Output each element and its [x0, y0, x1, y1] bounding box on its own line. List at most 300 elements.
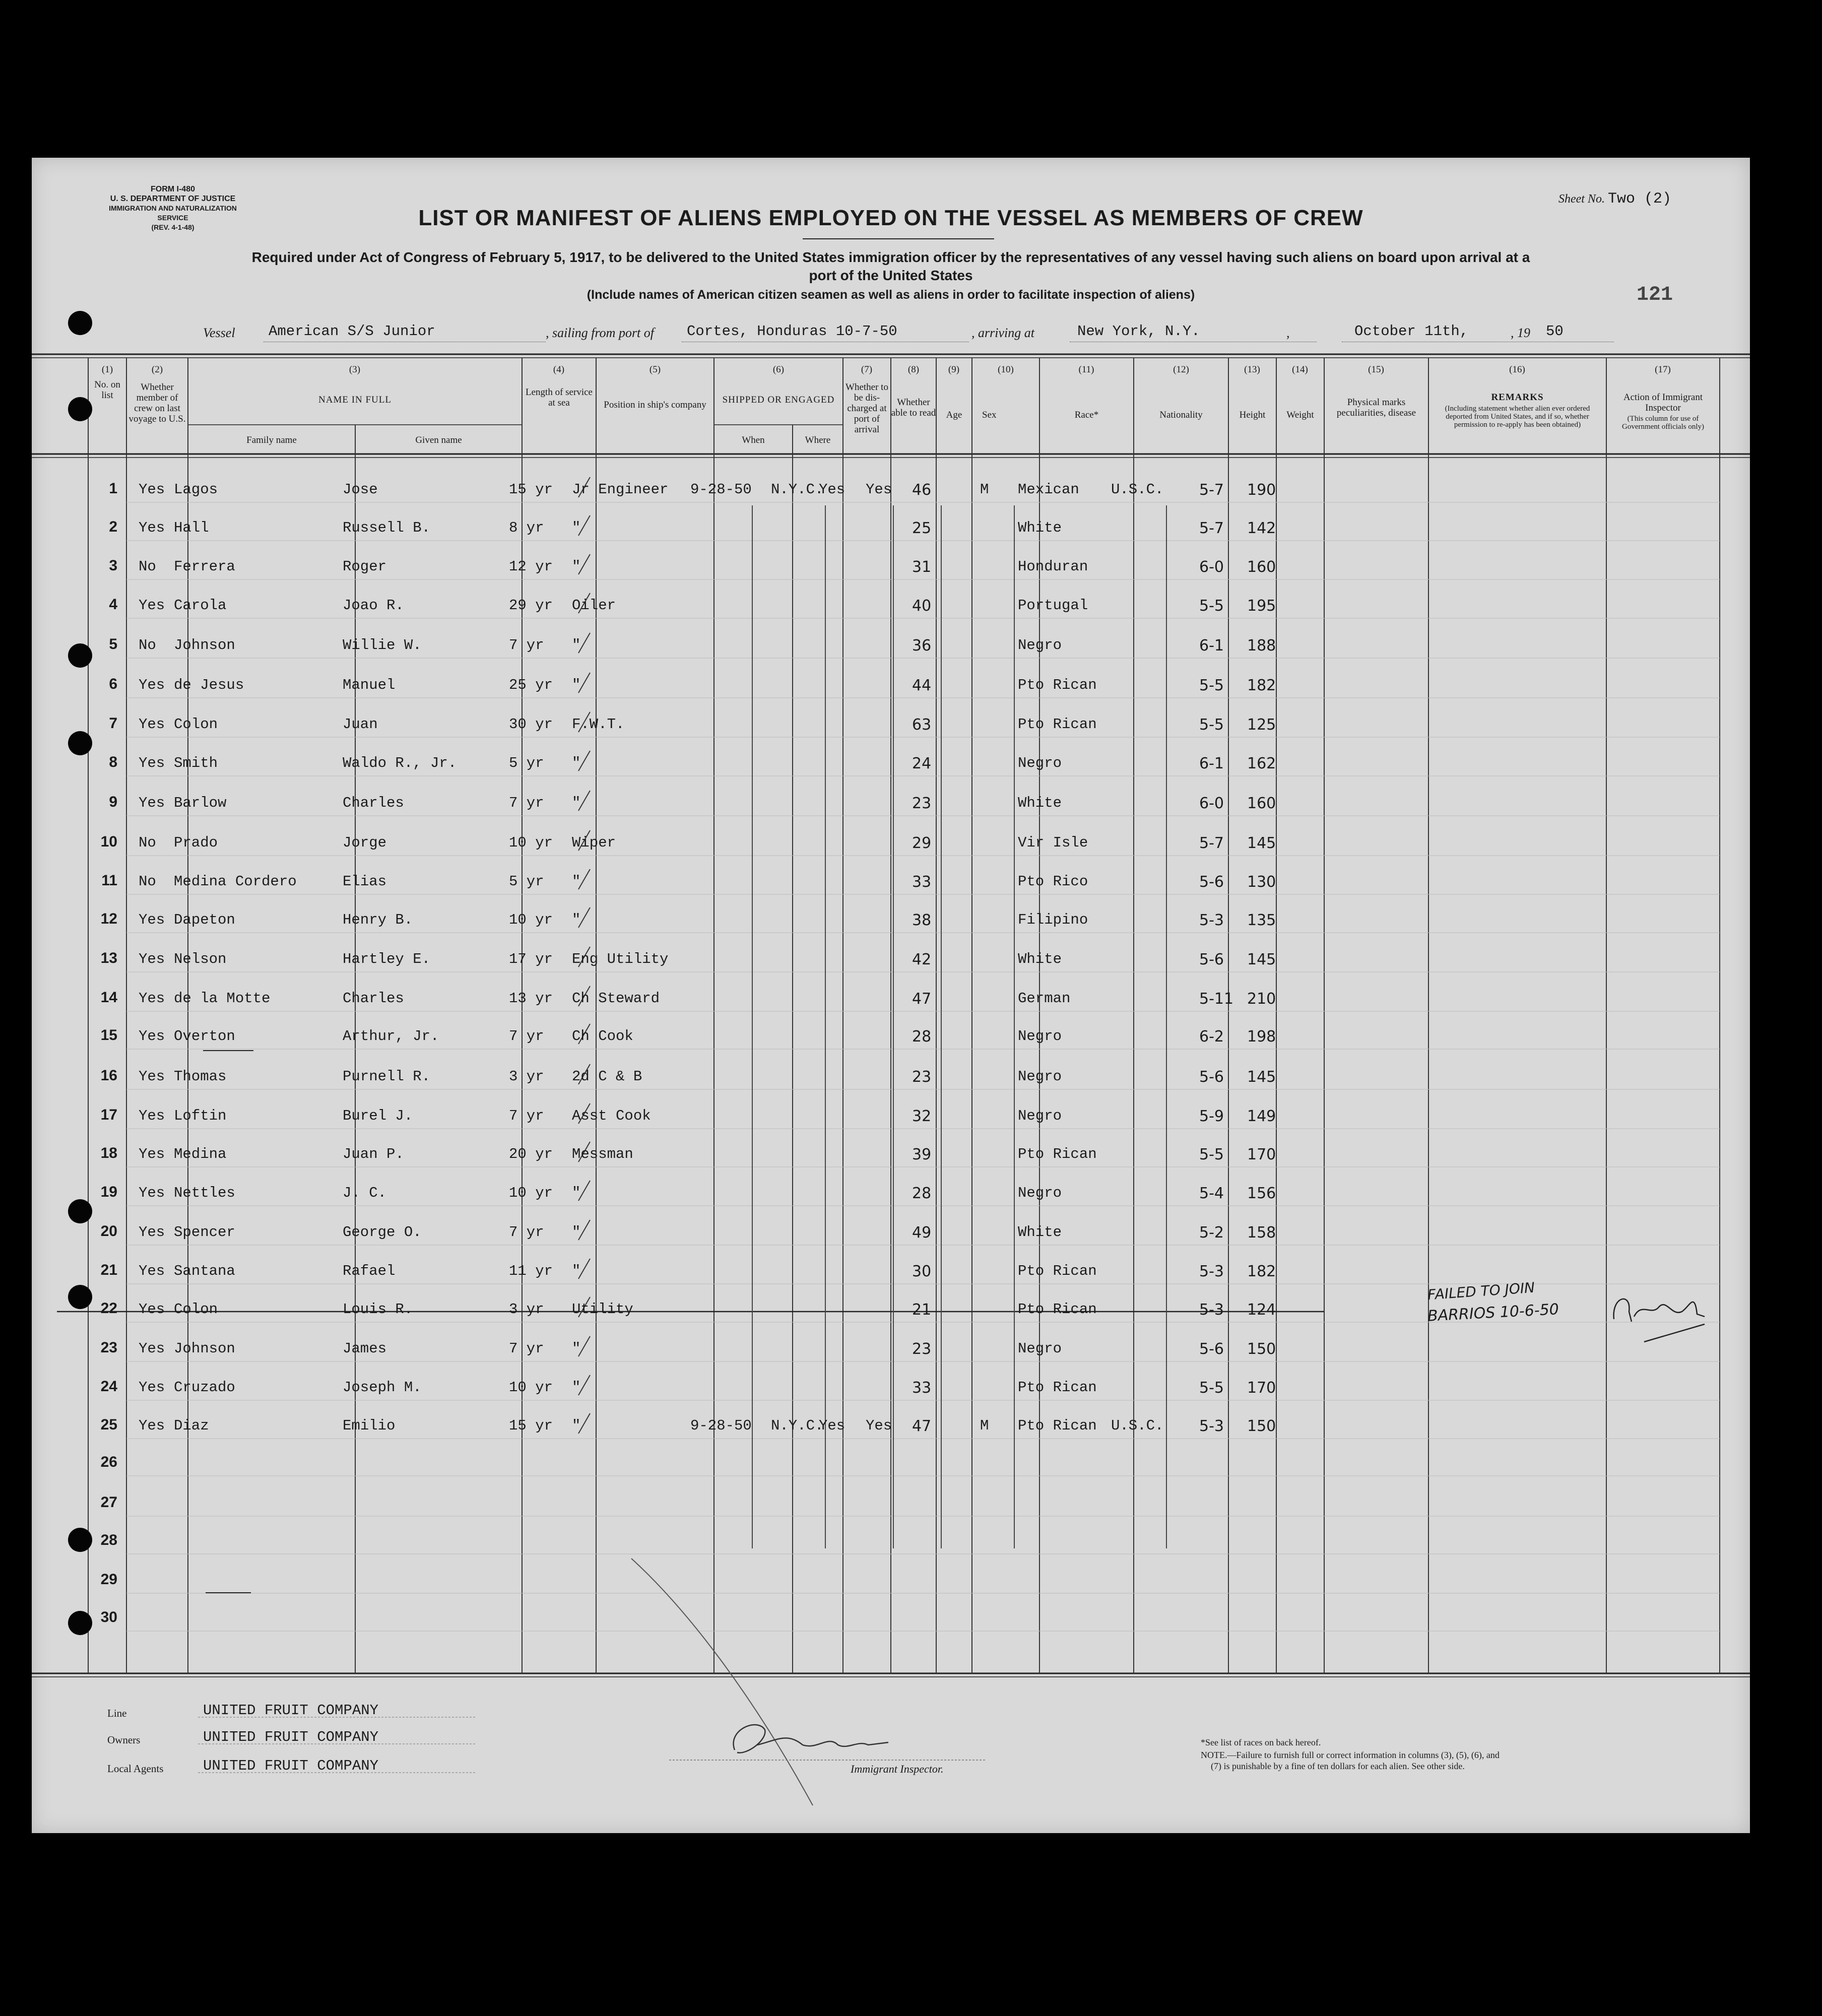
- cell-weight: 198: [1247, 1028, 1276, 1046]
- cell-family: Colon: [174, 716, 218, 733]
- cell-given: Joseph M.: [343, 1379, 422, 1396]
- vessel-label: Vessel: [203, 326, 235, 340]
- sheet-value: Two (2): [1607, 190, 1672, 208]
- column-number: (14): [1292, 364, 1308, 375]
- manifest-sheet: [32, 158, 1750, 1833]
- vessel-value: American S/S Junior: [269, 323, 435, 340]
- cell-age: 42: [912, 951, 932, 968]
- row-number: 9: [109, 794, 117, 810]
- row-number: 15: [100, 1027, 117, 1044]
- cell-prev: Yes: [139, 795, 165, 811]
- cell-service: 10 yr: [509, 834, 553, 851]
- cell-given: Joao R.: [343, 597, 404, 614]
- binder-hole: [68, 731, 92, 755]
- binder-hole: [68, 1528, 92, 1552]
- footer-owners-value: UNITED FRUIT COMPANY: [203, 1729, 379, 1745]
- row-number: 8: [109, 754, 117, 770]
- cell-given: Arthur, Jr.: [343, 1028, 439, 1045]
- cell-prev: Yes: [139, 990, 165, 1007]
- cell-race: Negro: [1018, 1185, 1062, 1201]
- footer-agents-value: UNITED FRUIT COMPANY: [203, 1758, 379, 1774]
- subtitle-line2: port of the United States: [809, 268, 973, 283]
- cell-service: 7 yr: [509, 637, 544, 654]
- binder-hole: [68, 311, 92, 335]
- cell-given: Charles: [343, 795, 404, 811]
- column-number: (7): [861, 364, 873, 375]
- col-header-sex: Sex: [982, 410, 997, 420]
- cell-given: Louis R.: [343, 1301, 413, 1318]
- footer-agents-label: Local Agents: [107, 1763, 164, 1775]
- cell-service: 8 yr: [509, 519, 544, 536]
- cell-position: ": [572, 637, 581, 654]
- cell-weight: 162: [1247, 755, 1276, 772]
- cell-height: 5-5: [1199, 1146, 1224, 1163]
- cell-height: 5-7: [1199, 834, 1224, 852]
- col-header-nationality: Nationality: [1159, 410, 1203, 420]
- column-number: (15): [1368, 364, 1384, 375]
- column-number: (13): [1244, 364, 1260, 375]
- cell-service: 5 yr: [509, 873, 544, 890]
- cell-service: 15 yr: [509, 1417, 553, 1434]
- cell-position: Ch Steward: [572, 990, 660, 1007]
- cell-weight: 124: [1247, 1301, 1276, 1319]
- cell-prev: Yes: [139, 1108, 165, 1124]
- cell-given: Purnell R.: [343, 1068, 431, 1085]
- cell-height: 5-4: [1199, 1185, 1224, 1202]
- cell-weight: 160: [1247, 795, 1276, 812]
- cell-position: ": [572, 1340, 581, 1357]
- cell-age: 63: [912, 716, 932, 734]
- cell-age: 33: [912, 1379, 932, 1397]
- column-number: (9): [948, 364, 960, 375]
- cell-race: Filipino: [1018, 912, 1088, 928]
- cell-family: Overton: [174, 1028, 235, 1045]
- col-header-age: Age: [946, 410, 962, 420]
- arriving-comma: ,: [1286, 326, 1290, 340]
- date-value: October 11th,: [1354, 323, 1469, 340]
- cell-race: Negro: [1018, 755, 1062, 771]
- row-number: 1: [109, 480, 117, 497]
- col-header-action: Action of Immigrant Inspector: [1623, 392, 1703, 413]
- cell-read: Yes: [866, 1417, 892, 1434]
- cell-when: 9-28-50: [690, 481, 752, 498]
- col-header-read: Whether able to read: [891, 397, 936, 418]
- cell-height: 5-6: [1199, 1340, 1224, 1358]
- page-title: LIST OR MANIFEST OF ALIENS EMPLOYED ON THE VESSEL AS MEMBERS OF CREW: [418, 206, 1363, 230]
- cell-height: 5-6: [1199, 873, 1224, 891]
- cell-age: 40: [912, 597, 932, 615]
- footer-line-label: Line: [107, 1707, 127, 1719]
- cell-weight: 130: [1247, 873, 1276, 891]
- cell-weight: 145: [1247, 834, 1276, 852]
- cell-race: Negro: [1018, 1340, 1062, 1357]
- cell-given: Juan: [343, 716, 378, 733]
- binder-hole: [68, 1199, 92, 1223]
- cell-age: 25: [912, 519, 932, 537]
- cell-prev: Yes: [139, 1224, 165, 1241]
- cell-prev: Yes: [139, 1417, 165, 1434]
- col-header-remarks: REMARKS: [1491, 392, 1544, 403]
- cell-age: 33: [912, 873, 932, 891]
- cell-weight: 145: [1247, 951, 1276, 968]
- cell-family: Carola: [174, 597, 227, 614]
- cell-age: 36: [912, 637, 932, 655]
- cell-family: de la Motte: [174, 990, 271, 1007]
- cell-weight: 170: [1247, 1379, 1276, 1397]
- cell-family: Diaz: [174, 1417, 209, 1434]
- col-header-no: No. on list: [94, 379, 120, 401]
- sailing-value: Cortes, Honduras 10-7-50: [687, 323, 897, 340]
- cell-family: Santana: [174, 1263, 235, 1279]
- cell-weight: 135: [1247, 912, 1276, 929]
- cell-service: 7 yr: [509, 795, 544, 811]
- cell-weight: 182: [1247, 1263, 1276, 1280]
- cell-race: White: [1018, 519, 1062, 536]
- cell-age: 31: [912, 558, 932, 576]
- cell-race: Honduran: [1018, 558, 1088, 575]
- cell-service: 15 yr: [509, 481, 553, 498]
- row-number: 28: [100, 1532, 117, 1548]
- cell-weight: 156: [1247, 1185, 1276, 1202]
- cell-nationality: U.S.C.: [1111, 481, 1164, 498]
- col-header-action-sub: (This column for use of Government officials only): [1621, 415, 1704, 431]
- cell-given: Burel J.: [343, 1108, 413, 1124]
- row-number: 25: [100, 1416, 117, 1433]
- cell-family: Colon: [174, 1301, 218, 1318]
- cell-position: Utility: [572, 1301, 633, 1318]
- binder-hole: [68, 397, 92, 421]
- cell-height: 5-6: [1199, 951, 1224, 968]
- cell-family: Medina: [174, 1146, 227, 1162]
- cell-prev: Yes: [139, 597, 165, 614]
- cell-age: 23: [912, 1068, 932, 1086]
- cell-prev: Yes: [139, 1185, 165, 1201]
- cell-family: Medina Cordero: [174, 873, 297, 890]
- cell-prev: No: [139, 834, 156, 851]
- cell-service: 10 yr: [509, 912, 553, 928]
- cell-service: 13 yr: [509, 990, 553, 1007]
- cell-given: Jorge: [343, 834, 387, 851]
- cell-family: Johnson: [174, 1340, 235, 1357]
- cell-where: N.Y.C.: [771, 481, 824, 498]
- cell-age: 23: [912, 1340, 932, 1358]
- cell-height: 5-5: [1199, 716, 1224, 734]
- row-number: 7: [109, 715, 117, 732]
- column-number: (10): [998, 364, 1014, 375]
- cell-nationality: U.S.C.: [1111, 1417, 1164, 1434]
- cell-age: 24: [912, 755, 932, 772]
- cell-age: 32: [912, 1108, 932, 1125]
- cell-service: 20 yr: [509, 1146, 553, 1162]
- cell-service: 7 yr: [509, 1108, 544, 1124]
- cell-age: 30: [912, 1263, 932, 1280]
- cell-family: Cruzado: [174, 1379, 235, 1396]
- row-number: 16: [100, 1067, 117, 1084]
- row-number: 23: [100, 1339, 117, 1356]
- cell-position: ": [572, 1224, 581, 1241]
- cell-race: Negro: [1018, 1108, 1062, 1124]
- cell-prev: Yes: [139, 1068, 165, 1085]
- cell-height: 6-1: [1199, 637, 1224, 655]
- cell-family: de Jesus: [174, 677, 244, 693]
- arriving-value: New York, N.Y.: [1077, 323, 1200, 340]
- cell-given: Hartley E.: [343, 951, 431, 967]
- row-number: 12: [100, 911, 117, 927]
- cell-prev: Yes: [139, 1146, 165, 1162]
- row-number: 10: [100, 833, 117, 850]
- cell-age: 44: [912, 677, 932, 694]
- sailing-label: , sailing from port of: [546, 326, 655, 340]
- cell-age: 28: [912, 1028, 932, 1046]
- cell-where: N.Y.C.: [771, 1417, 824, 1434]
- cell-weight: 190: [1247, 481, 1276, 499]
- cell-when: 9-28-50: [690, 1417, 752, 1434]
- column-number: (6): [772, 364, 785, 375]
- col-header-height: Height: [1239, 410, 1266, 420]
- cell-family: Nettles: [174, 1185, 235, 1201]
- cell-height: 5-7: [1199, 519, 1224, 537]
- cell-age: 38: [912, 912, 932, 929]
- cell-weight: 149: [1247, 1108, 1276, 1125]
- subtitle-line1: Required under Act of Congress of February 5, 1917, to be delivered to the United States immigration officer by the representatives of any vessel having such aliens on board upon arrival at a: [251, 249, 1530, 265]
- cell-service: 12 yr: [509, 558, 553, 575]
- cell-position: ": [572, 677, 581, 693]
- form-rev: (REV. 4-1-48): [151, 223, 194, 231]
- cell-position: 2d C & B: [572, 1068, 642, 1085]
- column-number: (5): [649, 364, 661, 375]
- cell-prev: Yes: [139, 677, 165, 693]
- cell-position: ": [572, 1379, 581, 1396]
- cell-given: Manuel: [343, 677, 396, 693]
- cell-prev: Yes: [139, 716, 165, 733]
- cell-prev: Yes: [139, 1263, 165, 1279]
- row-number: 21: [100, 1262, 117, 1278]
- col-header-family: Family name: [246, 435, 297, 445]
- col-header-prev-voyage: Whether member of crew on last voyage to U.S.: [128, 382, 186, 424]
- cell-service: 25 yr: [509, 677, 553, 693]
- cell-position: Eng Utility: [572, 951, 669, 967]
- cell-prev: Yes: [139, 951, 165, 967]
- cell-service: 7 yr: [509, 1028, 544, 1045]
- remark-row18-line1: FAILED TO JOIN: [1427, 1279, 1536, 1304]
- cell-height: 5-2: [1199, 1224, 1224, 1242]
- cell-weight: 195: [1247, 597, 1276, 615]
- column-number: (3): [349, 364, 361, 375]
- cell-family: Smith: [174, 755, 218, 771]
- cell-discharged: Yes: [819, 1417, 845, 1434]
- inspector-label: Immigrant Inspector.: [851, 1763, 944, 1775]
- col-header-when: When: [742, 435, 765, 445]
- cell-service: 10 yr: [509, 1185, 553, 1201]
- cell-race: Pto Rican: [1018, 716, 1097, 733]
- col-header-weight: Weight: [1286, 410, 1314, 420]
- cell-age: 46: [912, 481, 932, 499]
- cell-position: Jr Engineer: [572, 481, 669, 498]
- cell-height: 5-5: [1199, 1379, 1224, 1397]
- cell-given: Charles: [343, 990, 404, 1007]
- cell-family: Thomas: [174, 1068, 227, 1085]
- cell-position: Oiler: [572, 597, 616, 614]
- cell-service: 7 yr: [509, 1224, 544, 1241]
- cell-race: German: [1018, 990, 1071, 1007]
- footer-note2: NOTE.—Failure to furnish full or correct information in columns (3), (5), (6), and: [1201, 1750, 1500, 1760]
- row-number: 30: [100, 1609, 117, 1625]
- cell-family: Barlow: [174, 795, 227, 811]
- cell-family: Hall: [174, 519, 209, 536]
- cell-height: 6-0: [1199, 795, 1224, 812]
- cell-service: 11 yr: [509, 1263, 553, 1279]
- cell-given: Emilio: [343, 1417, 396, 1434]
- cell-prev: Yes: [139, 755, 165, 771]
- form-dept: U. S. DEPARTMENT OF JUSTICE: [110, 194, 236, 203]
- cell-race: Pto Rican: [1018, 1301, 1097, 1318]
- cell-position: Messman: [572, 1146, 633, 1162]
- cell-service: 10 yr: [509, 1379, 553, 1396]
- cell-position: ": [572, 1263, 581, 1279]
- cell-weight: 170: [1247, 1146, 1276, 1163]
- cell-family: Lagos: [174, 481, 218, 498]
- cell-prev: No: [139, 873, 156, 890]
- row-number: 22: [100, 1300, 117, 1317]
- cell-read: Yes: [866, 481, 892, 498]
- sheet-label: Sheet No.: [1558, 192, 1605, 206]
- cell-height: 5-5: [1199, 597, 1224, 615]
- cell-position: ": [572, 873, 581, 890]
- cell-weight: 150: [1247, 1417, 1276, 1435]
- col-header-position: Position in ship's company: [604, 400, 706, 410]
- cell-service: 17 yr: [509, 951, 553, 967]
- cell-sex: M: [980, 1417, 989, 1434]
- column-number: (8): [907, 364, 920, 375]
- cell-age: 21: [912, 1301, 932, 1319]
- subtitle-line3: (Include names of American citizen seamen as well as aliens in order to facilitate inspection of aliens): [587, 288, 1195, 302]
- cell-given: Elias: [343, 873, 387, 890]
- cell-race: Pto Rican: [1018, 1417, 1097, 1434]
- cell-given: Russell B.: [343, 519, 431, 536]
- cell-race: Portugal: [1018, 597, 1088, 614]
- col-header-remarks-sub: (Including statement whether alien ever ordered deported from United States, and if so, whether permission to re-apply has been obtained): [1445, 405, 1590, 429]
- cell-race: Negro: [1018, 1028, 1062, 1045]
- cell-weight: 158: [1247, 1224, 1276, 1242]
- cell-race: White: [1018, 795, 1062, 811]
- cell-given: J. C.: [343, 1185, 387, 1201]
- row-number: 14: [100, 989, 117, 1006]
- cell-height: 5-9: [1199, 1108, 1224, 1125]
- cell-race: Mexican: [1018, 481, 1079, 498]
- row-number: 3: [109, 557, 117, 574]
- remark-row18-line2: BARRIOS 10-6-50: [1427, 1300, 1559, 1325]
- cell-service: 7 yr: [509, 1340, 544, 1357]
- cell-weight: 142: [1247, 519, 1276, 537]
- cell-race: White: [1018, 1224, 1062, 1241]
- cell-race: White: [1018, 951, 1062, 967]
- cell-given: Waldo R., Jr.: [343, 755, 457, 771]
- form-number: FORM I-480: [150, 185, 195, 193]
- row-number: 29: [100, 1571, 117, 1588]
- cell-service: 5 yr: [509, 755, 544, 771]
- cell-weight: 188: [1247, 637, 1276, 655]
- cell-age: 47: [912, 1417, 932, 1435]
- cell-position: ": [572, 755, 581, 771]
- cell-weight: 150: [1247, 1340, 1276, 1358]
- cell-given: Willie W.: [343, 637, 422, 654]
- cell-given: Rafael: [343, 1263, 396, 1279]
- cell-position: ": [572, 1417, 581, 1434]
- cell-given: George O.: [343, 1224, 422, 1241]
- cell-position: ": [572, 558, 581, 575]
- row-number: 26: [100, 1454, 117, 1470]
- cell-race: Pto Rican: [1018, 677, 1097, 693]
- cell-weight: 145: [1247, 1068, 1276, 1086]
- col-header-race: Race*: [1074, 410, 1099, 420]
- cell-service: 3 yr: [509, 1301, 544, 1318]
- row-number: 17: [100, 1107, 117, 1123]
- cell-position: Asst Cook: [572, 1108, 651, 1124]
- cell-position: ": [572, 795, 581, 811]
- cell-position: F.W.T.: [572, 716, 625, 733]
- row-number: 24: [100, 1378, 117, 1395]
- cell-service: 30 yr: [509, 716, 553, 733]
- cell-race: Negro: [1018, 637, 1062, 654]
- cell-position: Wiper: [572, 834, 616, 851]
- row-number: 4: [109, 596, 117, 613]
- col-header-given: Given name: [415, 435, 462, 445]
- cell-age: 39: [912, 1146, 932, 1163]
- cell-given: Roger: [343, 558, 387, 575]
- arriving-label: , arriving at: [971, 326, 1034, 340]
- row-number: 20: [100, 1223, 117, 1240]
- year-prefix: , 19: [1511, 326, 1530, 340]
- cell-position: ": [572, 1185, 581, 1201]
- row-number: 6: [109, 676, 117, 692]
- row-number: 11: [101, 872, 117, 889]
- cell-height: 6-2: [1199, 1028, 1224, 1046]
- cell-service: 29 yr: [509, 597, 553, 614]
- footer-note1: *See list of races on back hereof.: [1201, 1737, 1321, 1747]
- cell-race: Negro: [1018, 1068, 1062, 1085]
- cell-family: Dapeton: [174, 912, 235, 928]
- cell-age: 49: [912, 1224, 932, 1242]
- cell-prev: Yes: [139, 912, 165, 928]
- column-number: (11): [1078, 364, 1094, 375]
- year-value: 50: [1546, 323, 1564, 340]
- cell-race: Pto Rico: [1018, 873, 1088, 890]
- cell-height: 6-1: [1199, 755, 1224, 772]
- column-number: (4): [553, 364, 565, 375]
- cell-family: Nelson: [174, 951, 227, 967]
- cell-race: Pto Rican: [1018, 1146, 1097, 1162]
- cell-race: Pto Rican: [1018, 1263, 1097, 1279]
- cell-family: Ferrera: [174, 558, 235, 575]
- cell-race: Pto Rican: [1018, 1379, 1097, 1396]
- cell-weight: 160: [1247, 558, 1276, 576]
- cell-sex: M: [980, 481, 989, 498]
- cell-age: 23: [912, 795, 932, 812]
- cell-height: 5-6: [1199, 1068, 1224, 1086]
- col-header-physical: Physical marks peculiarities, disease: [1336, 397, 1416, 418]
- cell-prev: No: [139, 637, 156, 654]
- cell-age: 47: [912, 990, 932, 1008]
- cell-height: 5-3: [1199, 912, 1224, 929]
- cell-weight: 210: [1247, 990, 1276, 1008]
- binder-hole: [68, 643, 92, 668]
- page-number: 121: [1637, 284, 1673, 306]
- cell-height: 5-3: [1199, 1301, 1224, 1319]
- cell-weight: 125: [1247, 716, 1276, 734]
- cell-prev: Yes: [139, 1379, 165, 1396]
- binder-hole: [68, 1611, 92, 1635]
- row-number: 19: [100, 1184, 117, 1200]
